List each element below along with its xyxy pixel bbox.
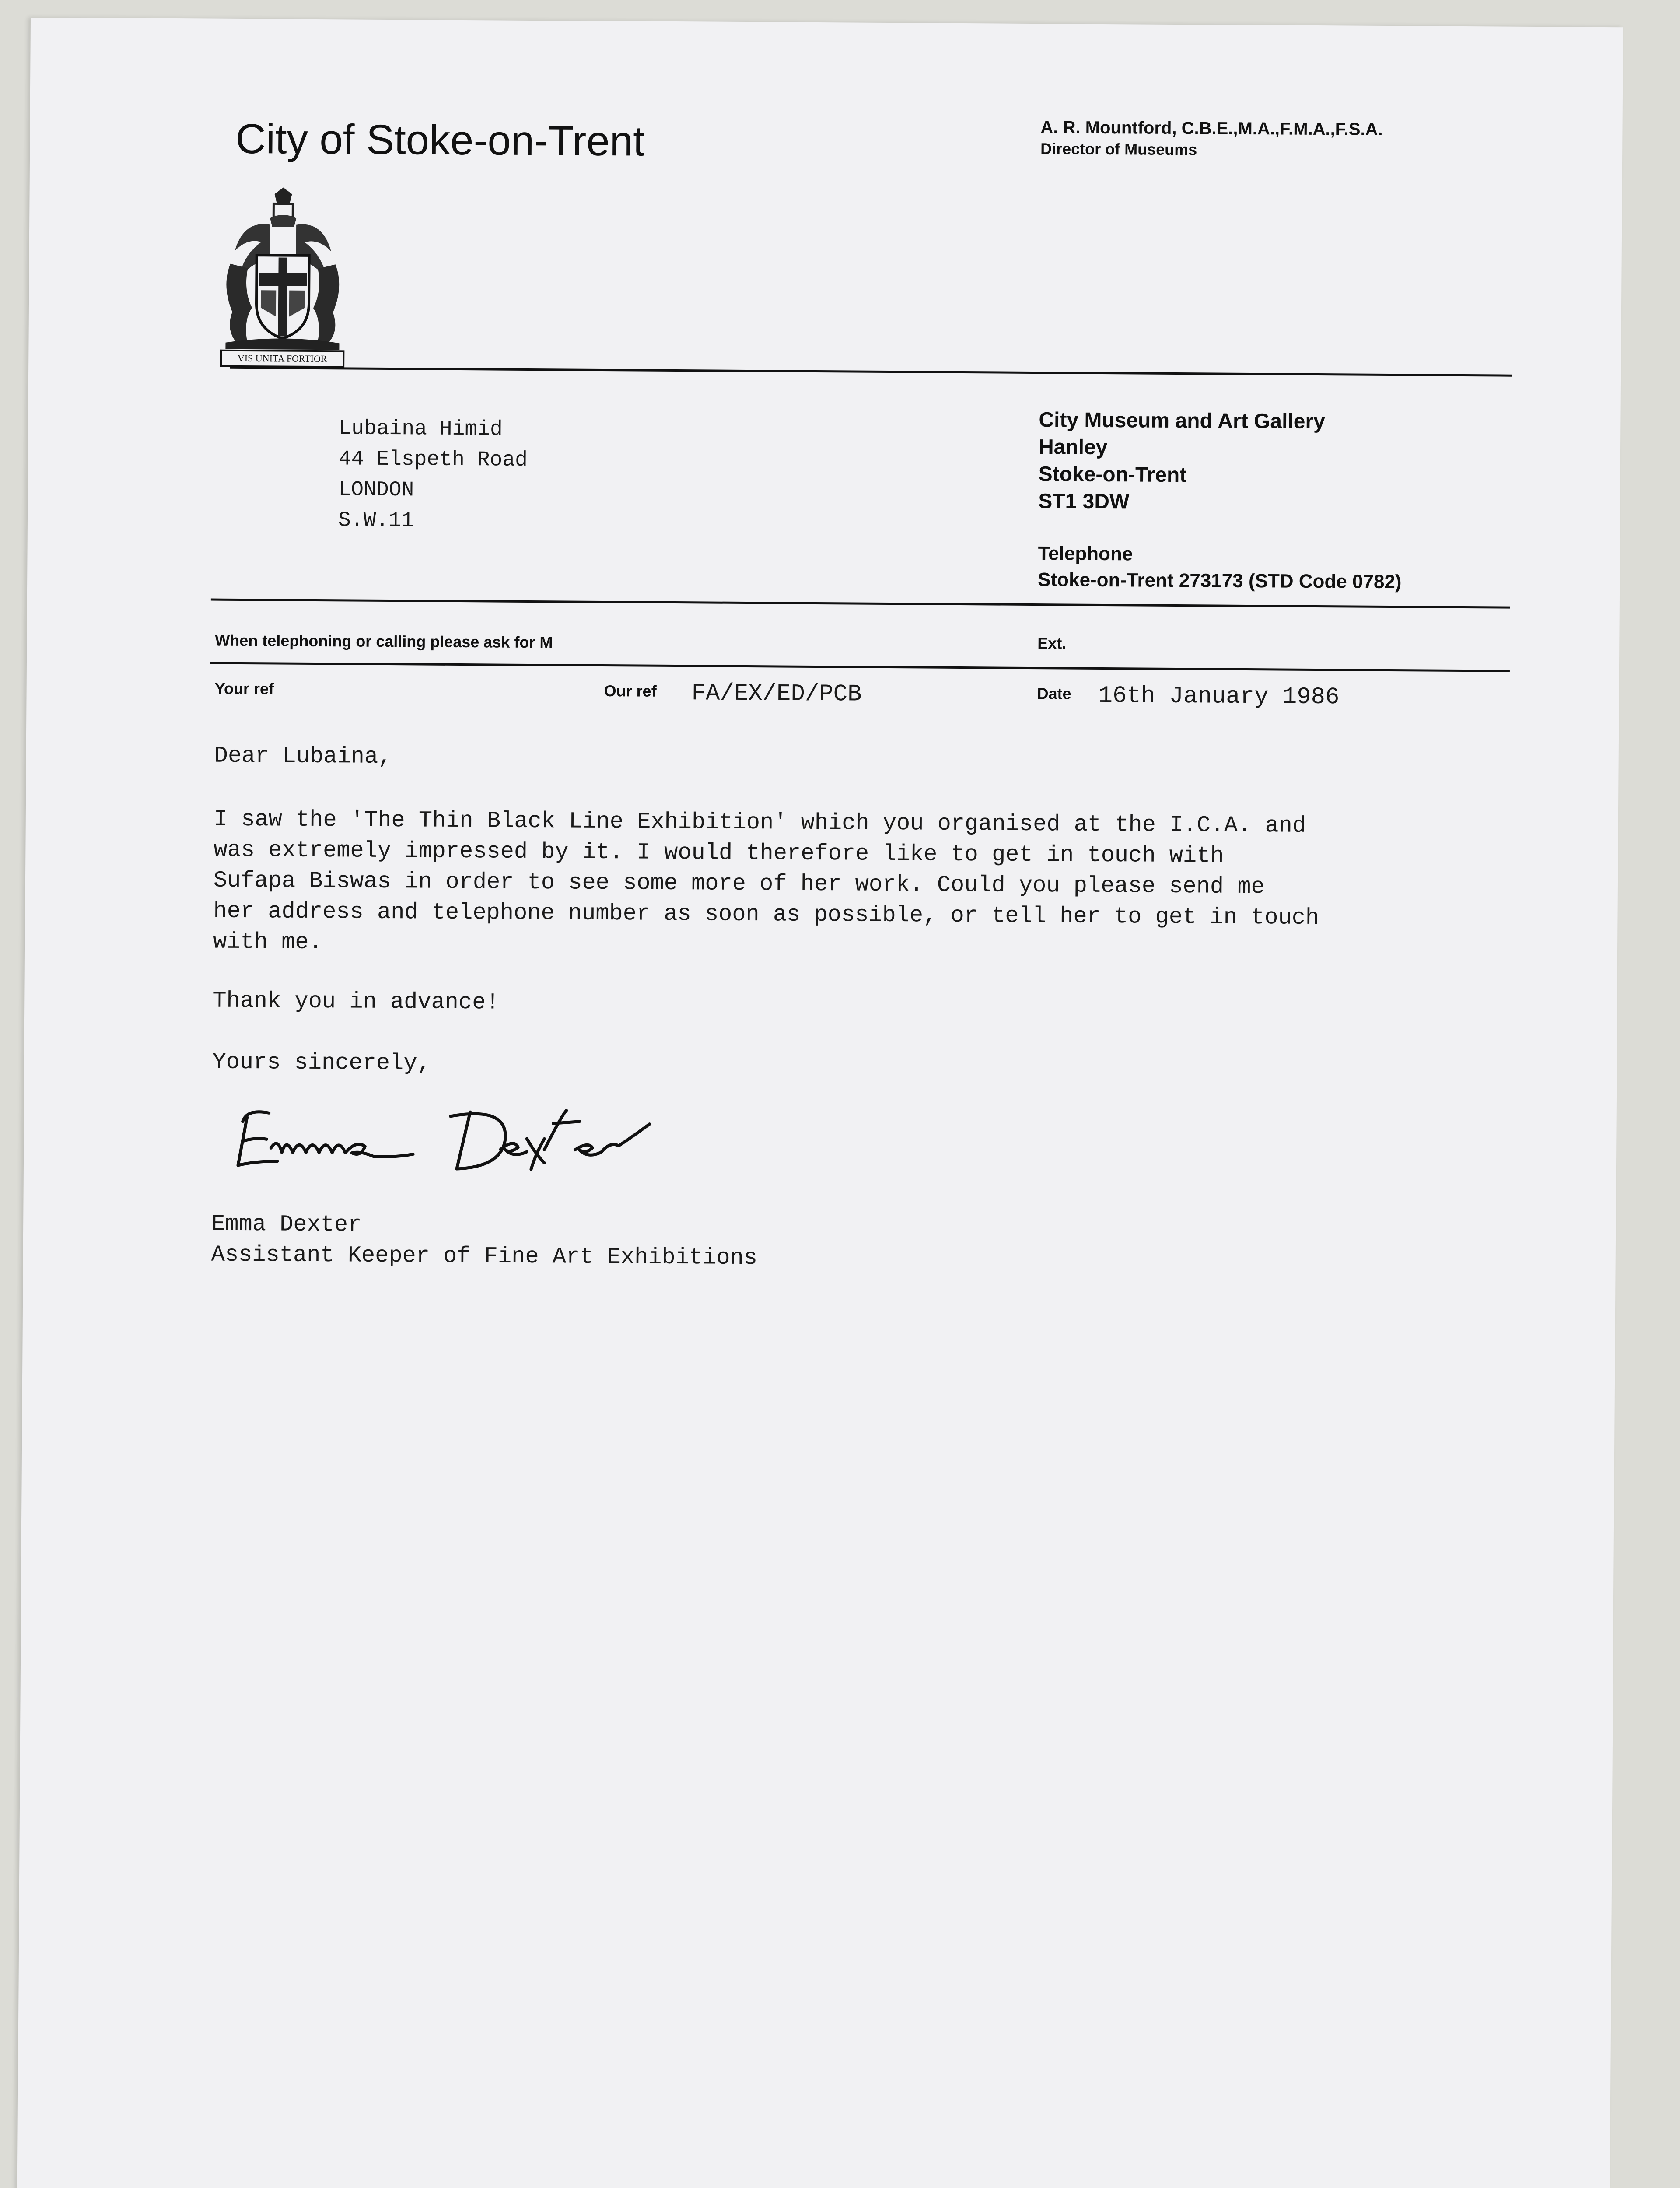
salutation: Dear Lubaina, — [214, 743, 392, 770]
our-ref-value: FA/EX/ED/PCB — [691, 680, 862, 708]
sender-line: Hanley — [1038, 435, 1108, 459]
closing-line: Yours sincerely, — [212, 1049, 431, 1076]
director-name: A. R. Mountford, C.B.E.,M.A.,F.M.A.,F.S.A. — [1040, 118, 1383, 139]
signature-icon — [229, 1095, 658, 1185]
header-divider — [230, 367, 1512, 377]
telephone-number: Stoke-on-Trent 273173 (STD Code 0782) — [1038, 569, 1402, 593]
coat-of-arms-icon — [217, 185, 349, 370]
recipient-line: 44 Elspeth Road — [338, 447, 528, 472]
sender-line: Stoke-on-Trent — [1038, 463, 1187, 487]
sender-line: City Museum and Art Gallery — [1039, 408, 1325, 434]
ext-label: Ext. — [1037, 634, 1067, 652]
signatory-name: Emma Dexter — [211, 1211, 362, 1238]
address-divider — [211, 599, 1510, 609]
crest-motto: VIS UNITA FORTIOR — [237, 352, 327, 365]
thanks-line: Thank you in advance! — [213, 988, 500, 1016]
paragraph-line: her address and telephone number as soon as possible, or tell her to get in touch — [213, 898, 1320, 931]
date-value: 16th January 1986 — [1098, 682, 1340, 711]
signatory-title: Assistant Keeper of Fine Art Exhibitions — [211, 1241, 758, 1271]
paragraph-line: Sufapa Biswas in order to see some more of her work. Could you please send me — [213, 867, 1265, 900]
paragraph-line: I saw the 'The Thin Black Line Exhibition' which you organised at the I.C.A. and — [214, 806, 1306, 839]
ask-for-text: When telephoning or calling please ask for M — [215, 631, 553, 652]
your-ref-label: Your ref — [214, 679, 274, 698]
recipient-line: LONDON — [338, 478, 414, 502]
contact-divider — [210, 662, 1510, 672]
paragraph-line: was extremely impressed by it. I would therefore like to get in touch with — [214, 837, 1224, 869]
paragraph-line: with me. — [213, 929, 322, 956]
our-ref-label: Our ref — [604, 682, 657, 700]
letter-page — [17, 18, 1623, 2188]
sender-line: ST1 3DW — [1038, 490, 1130, 514]
letterhead-title: City of Stoke-on-Trent — [235, 115, 645, 165]
recipient-line: S.W.11 — [338, 508, 414, 533]
recipient-line: Lubaina Himid — [339, 417, 503, 442]
date-label: Date — [1037, 684, 1071, 703]
telephone-label: Telephone — [1038, 543, 1133, 565]
director-title: Director of Museums — [1040, 140, 1197, 159]
